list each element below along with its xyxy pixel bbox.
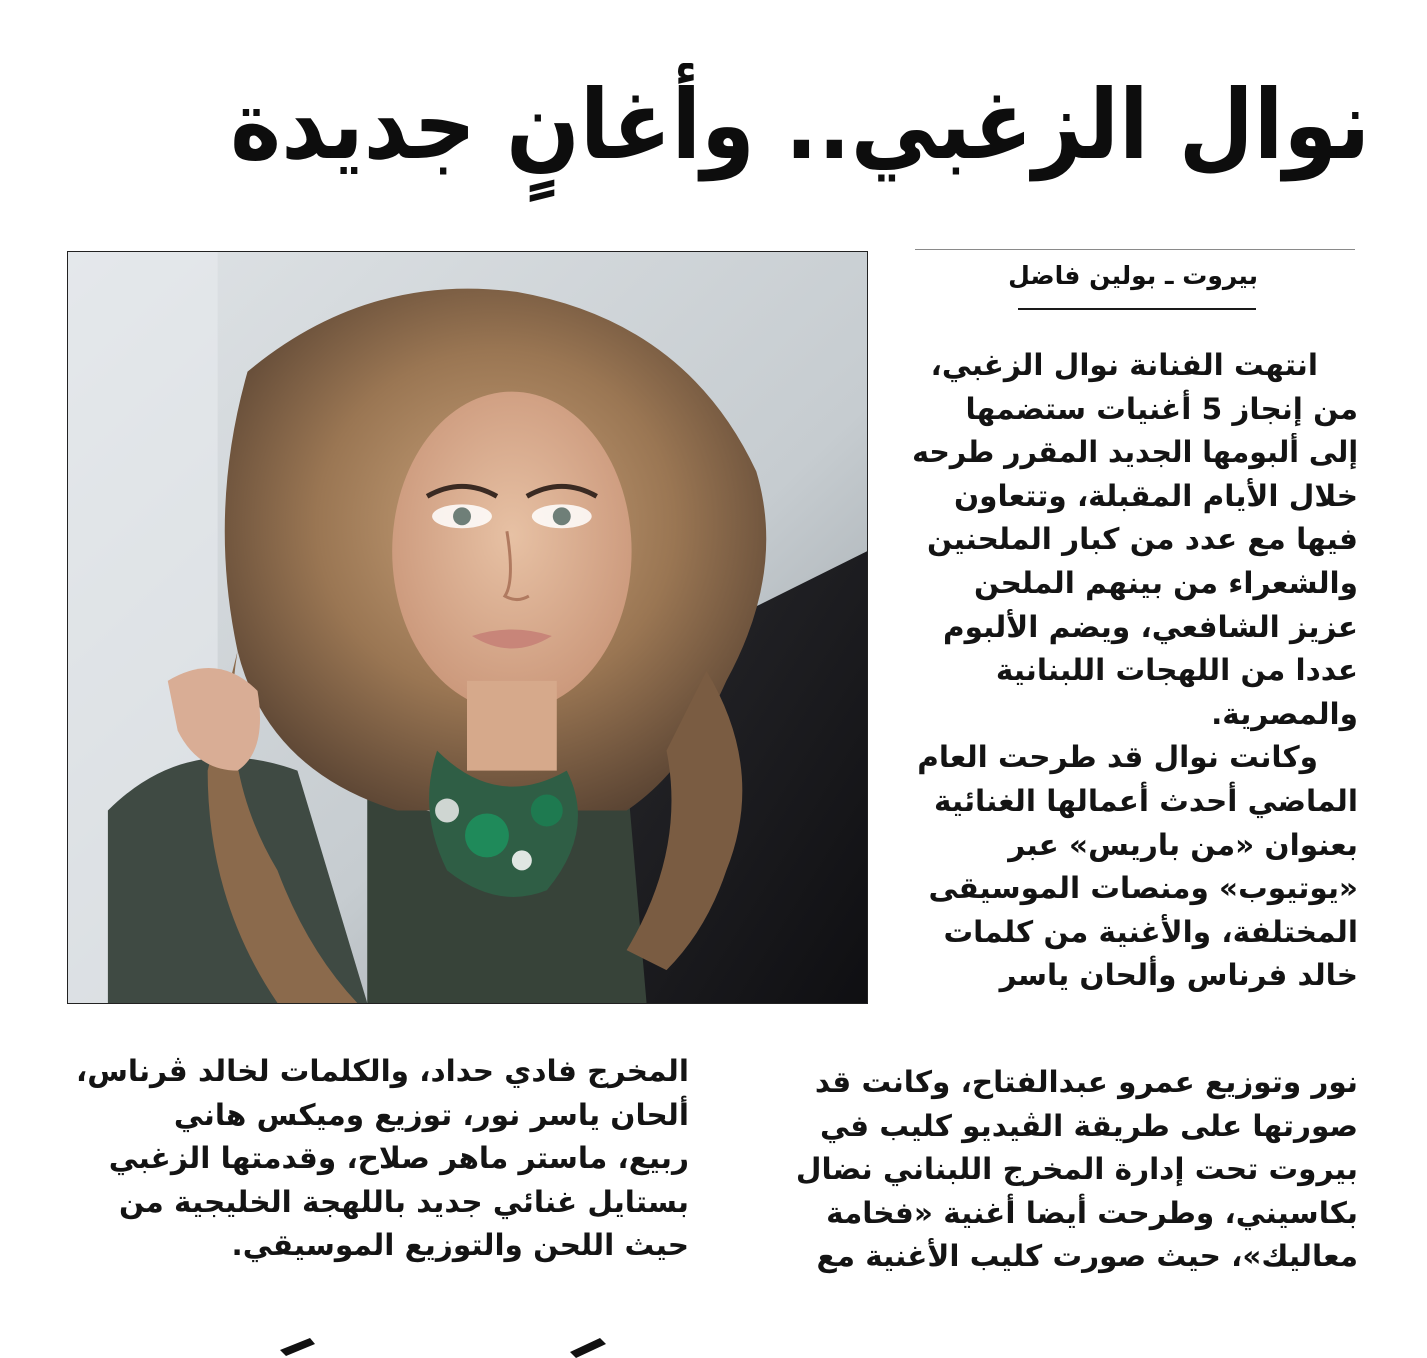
headline: نوال الزغبي.. وأغانٍ جديدة xyxy=(230,69,1370,181)
text-line: انتهت الفنانة نوال الزغبي، xyxy=(930,348,1318,382)
text-line: الماضي أحدث أعمالها الغنائية xyxy=(934,783,1358,818)
text-line: بستايل غنائي جديد باللهجة الخليجية من xyxy=(118,1184,689,1219)
text-line: عددا من اللهجات اللبنانية xyxy=(995,653,1358,688)
text-line: بيروت تحت إدارة المخرج اللبناني نضال xyxy=(795,1152,1358,1187)
text-line: وكانت نوال قد طرحت العام xyxy=(917,740,1318,775)
text-line: والشعراء من بينهم الملحن xyxy=(974,565,1358,600)
text-line: ربيع، ماستر ماهر صلاح، وقدمتها الزغبي xyxy=(108,1141,689,1176)
article-column-left xyxy=(67,1050,689,1268)
article-column-right xyxy=(912,344,1358,998)
next-article-fragment xyxy=(240,1330,740,1358)
byline: بيروت ـ بولين فاضل xyxy=(1008,261,1258,290)
text-line: بكاسيني، وطرحت أيضا أغنية «فخامة xyxy=(826,1195,1358,1230)
top-divider xyxy=(915,249,1355,250)
article-column-middle xyxy=(733,1061,1358,1279)
text-line: معاليك»، حيث صورت كليب الأغنية مع xyxy=(816,1239,1358,1274)
text-line: نور وتوزيع عمرو عبدالفتاح، وكانت قد xyxy=(814,1065,1358,1099)
text-line: والمصرية. xyxy=(1211,696,1358,731)
article-photo xyxy=(67,251,868,1004)
portrait-photo xyxy=(68,252,867,1003)
text-line: من إنجاز 5 أغنيات ستضمها xyxy=(965,391,1358,426)
text-line: خلال الأيام المقبلة، وتتعاون xyxy=(954,478,1358,513)
text-line: ألحان ياسر نور، توزيع وميكس هاني xyxy=(173,1097,689,1132)
text-line: عزيز الشافعي، ويضم الألبوم xyxy=(943,609,1358,644)
text-line: «يوتيوب» ومنصات الموسيقى xyxy=(928,871,1358,906)
text-line: صورتها على طريقة الڤيديو كليب في xyxy=(819,1108,1358,1143)
byline-underline xyxy=(1018,308,1256,310)
text-line: خالد فرناس وألحان ياسر xyxy=(999,958,1358,993)
text-line: فيها مع عدد من كبار الملحنين xyxy=(927,522,1358,557)
text-line: حيث اللحن والتوزيع الموسيقي. xyxy=(231,1228,689,1263)
text-line: إلى ألبومها الجديد المقرر طرحه xyxy=(912,435,1358,470)
text-line: المخرج فادي حداد، والكلمات لخالد ڤرناس، xyxy=(75,1054,689,1088)
text-line: المختلفة، والأغنية من كلمات xyxy=(943,914,1358,949)
text-line: بعنوان «من باريس» عبر xyxy=(1008,827,1358,862)
